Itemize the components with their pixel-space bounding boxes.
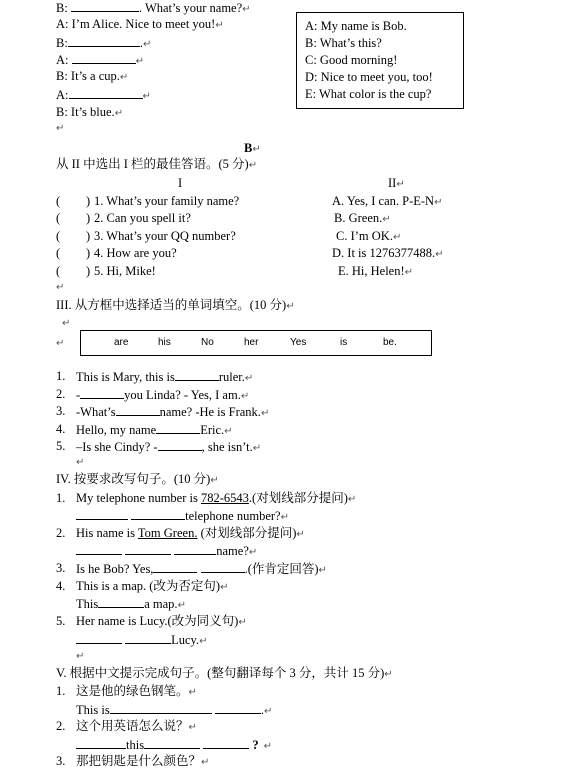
dialog-line-2: A: I’m Alice. Nice to meet you!↵	[56, 17, 224, 31]
blank[interactable]	[144, 737, 200, 749]
section-3-title: III. 从方框中选择适当的单词填空。(10 分)↵	[56, 298, 295, 312]
underlined-phrase: 782-6543	[200, 491, 249, 505]
rewrite-q4: This is a map. (改为否定句)↵	[76, 579, 229, 593]
blank[interactable]	[158, 439, 202, 451]
dialog-line-5: B: It’s a cup.↵	[56, 69, 129, 83]
blank[interactable]	[215, 702, 261, 714]
rewrite-q5-answer: Lucy.↵	[76, 632, 208, 649]
blank[interactable]	[71, 0, 139, 12]
blank[interactable]	[110, 702, 212, 714]
translate-q1: 这是他的绿色钢笔。↵	[76, 684, 197, 698]
column-header-1: I	[178, 176, 183, 190]
underlined-phrase: Tom Green.	[137, 526, 198, 540]
blank[interactable]	[175, 369, 219, 381]
word: her	[244, 337, 259, 348]
word: Yes	[290, 337, 307, 348]
blank[interactable]	[76, 632, 122, 644]
paragraph-mark: ↵	[76, 457, 85, 468]
blank[interactable]	[116, 404, 160, 416]
rewrite-q2: His name is Tom Green. (对划线部分提问)↵	[76, 526, 305, 540]
option-b: B: What’s this?	[305, 36, 382, 50]
paragraph-mark: ↵	[76, 651, 85, 662]
paragraph-mark: ↵	[56, 282, 65, 293]
options-box	[296, 12, 464, 109]
section-b-instruction: 从 II 中选出 I 栏的最佳答语。(5 分)↵	[56, 157, 258, 171]
blank[interactable]	[68, 35, 140, 47]
word: are	[114, 337, 129, 348]
answer-slot[interactable]: )	[86, 194, 91, 208]
blank[interactable]	[76, 543, 122, 555]
translate-q2-answer: this ? ↵	[76, 737, 272, 754]
translate-q3: 那把钥匙是什么颜色？↵	[76, 754, 210, 768]
section-5-title: V. 根据中文提示完成句子。(整句翻译每个 3 分，共计 15 分)↵	[56, 666, 393, 680]
word: is	[340, 337, 348, 348]
paragraph-mark: ↵	[56, 123, 65, 134]
blank[interactable]	[203, 737, 249, 749]
word: be.	[383, 337, 397, 348]
option-e: E: What color is the cup?	[305, 87, 432, 101]
column-header-2: II↵	[388, 176, 405, 190]
answer-slot[interactable]: )	[86, 211, 91, 225]
rewrite-q1: My telephone number is 782-6543.(对划线部分提问)↵	[76, 491, 357, 505]
option-a: A: My name is Bob.	[305, 19, 407, 33]
dialog-line-1: B: . What’s your name?↵	[56, 1, 251, 15]
option-d: D: Nice to meet you, too!	[305, 70, 433, 84]
word-bank-box	[80, 330, 432, 356]
dialog-line-6: A: ↵	[56, 88, 151, 102]
word: his	[158, 337, 171, 348]
blank[interactable]	[174, 543, 216, 555]
blank[interactable]	[76, 508, 128, 520]
blank[interactable]	[98, 596, 144, 608]
rewrite-q4-answer: This a map.↵	[76, 597, 186, 611]
blank[interactable]	[156, 422, 200, 434]
answer-slot[interactable]: )	[86, 229, 91, 243]
translate-q2: 这个用英语怎么说？↵	[76, 719, 197, 733]
blank[interactable]	[153, 561, 197, 573]
blank[interactable]	[69, 87, 143, 99]
rewrite-q5: Her name is Lucy.(改为同义句)↵	[76, 614, 247, 628]
section-4-title: IV. 按要求改写句子。(10 分)↵	[56, 472, 219, 486]
word: No	[201, 337, 214, 348]
blank[interactable]	[125, 632, 171, 644]
blank[interactable]	[72, 52, 136, 64]
paragraph-mark: ↵	[62, 318, 71, 329]
blank[interactable]	[201, 561, 245, 573]
answer-slot[interactable]: )	[86, 246, 91, 260]
rewrite-q3: Is he Bob? Yes, .(作肯定回答)↵	[76, 562, 327, 576]
answer-slot[interactable]: )	[86, 264, 91, 278]
blank[interactable]	[125, 543, 171, 555]
translate-q1-answer: This is .↵	[76, 703, 273, 717]
dialog-line-4: A: ↵	[56, 53, 145, 67]
blank[interactable]	[76, 737, 126, 749]
rewrite-q2-answer: name?↵	[76, 543, 257, 560]
blank[interactable]	[80, 387, 124, 399]
dialog-line-7: B: It’s blue.↵	[56, 105, 124, 119]
section-b-heading: B↵	[244, 141, 261, 155]
rewrite-q1-answer: telephone number?↵	[76, 508, 289, 525]
option-c: C: Good morning!	[305, 53, 398, 67]
blank[interactable]	[131, 508, 185, 520]
dialog-line-3: B: .↵	[56, 36, 152, 50]
paragraph-mark: ↵	[56, 338, 65, 349]
